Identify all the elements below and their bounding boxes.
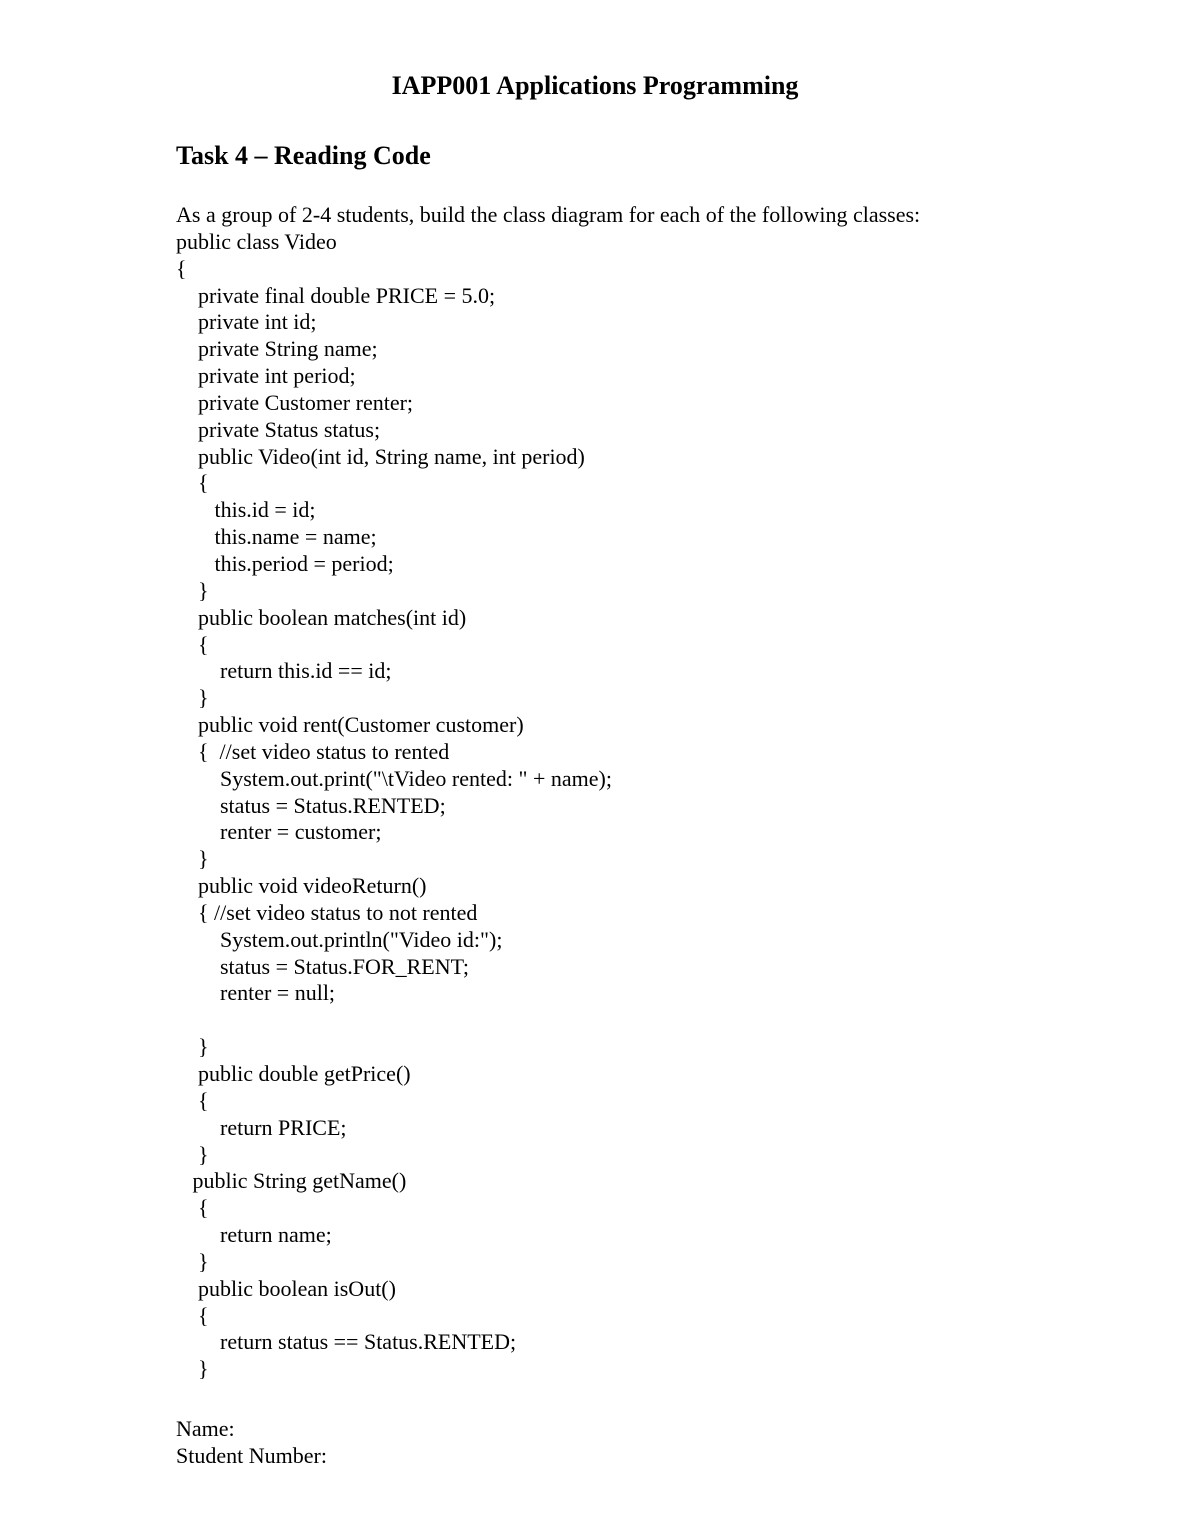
code-line: {: [176, 1302, 209, 1328]
code-line: return this.id == id;: [176, 658, 392, 684]
code-line: public Video(int id, String name, int period): [176, 443, 585, 469]
code-line: this.period = period;: [176, 550, 394, 576]
code-line: private String name;: [176, 336, 378, 362]
task-heading: Task 4 – Reading Code: [176, 141, 431, 170]
code-line: return PRICE;: [176, 1114, 347, 1140]
code-line: public String getName(): [176, 1168, 407, 1194]
code-line: public boolean matches(int id): [176, 604, 467, 630]
code-line: public double getPrice(): [176, 1061, 411, 1086]
code-line: System.out.print("\tVideo rented: " + name);: [176, 765, 612, 791]
code-line: System.out.println("Video id:");: [176, 926, 503, 952]
code-line: return name;: [176, 1222, 332, 1248]
code-line: renter = null;: [176, 980, 336, 1006]
code-line: private int period;: [176, 363, 356, 389]
code-line: {: [176, 1195, 209, 1221]
code-line: public boolean isOut(): [176, 1275, 396, 1301]
code-line: {: [176, 255, 187, 281]
code-line: private final double PRICE = 5.0;: [176, 282, 496, 308]
code-line: this.id = id;: [176, 497, 316, 523]
code-line: renter = customer;: [176, 819, 382, 845]
code-line: {: [176, 470, 209, 496]
instructions-text: As a group of 2-4 students, build the class diagram for each of the following classes:: [176, 202, 921, 227]
code-line: }: [176, 1141, 209, 1167]
code-line: }: [176, 577, 209, 603]
code-line: public void videoReturn(): [176, 873, 427, 899]
code-line: { //set video status to not rented: [176, 899, 478, 925]
code-line: }: [176, 846, 209, 872]
student-info: [176, 1416, 327, 1470]
student-number-label: Student Number:: [176, 1442, 327, 1468]
code-line: private Status status;: [176, 416, 381, 442]
code-line: this.name = name;: [176, 524, 377, 550]
code-line: public void rent(Customer customer): [176, 712, 524, 738]
code-line: {: [176, 1087, 209, 1113]
code-line: return status == Status.RENTED;: [176, 1329, 517, 1355]
code-listing: [176, 229, 1136, 1383]
code-line: { //set video status to rented: [176, 738, 450, 764]
code-line: status = Status.RENTED;: [176, 792, 446, 818]
document-title: IAPP001 Applications Programming: [391, 71, 799, 100]
code-line: status = Status.FOR_RENT;: [176, 953, 469, 979]
code-line: }: [176, 685, 209, 711]
name-label: Name:: [176, 1416, 235, 1441]
code-line: }: [176, 1034, 209, 1060]
document-body: [176, 202, 1136, 1383]
code-line: }: [176, 1248, 209, 1274]
code-line: }: [176, 1356, 209, 1382]
code-line: public class Video: [176, 228, 337, 254]
code-line: private int id;: [176, 309, 317, 335]
code-line: {: [176, 631, 209, 657]
code-line: [176, 1007, 1136, 1034]
code-line: private Customer renter;: [176, 389, 414, 415]
